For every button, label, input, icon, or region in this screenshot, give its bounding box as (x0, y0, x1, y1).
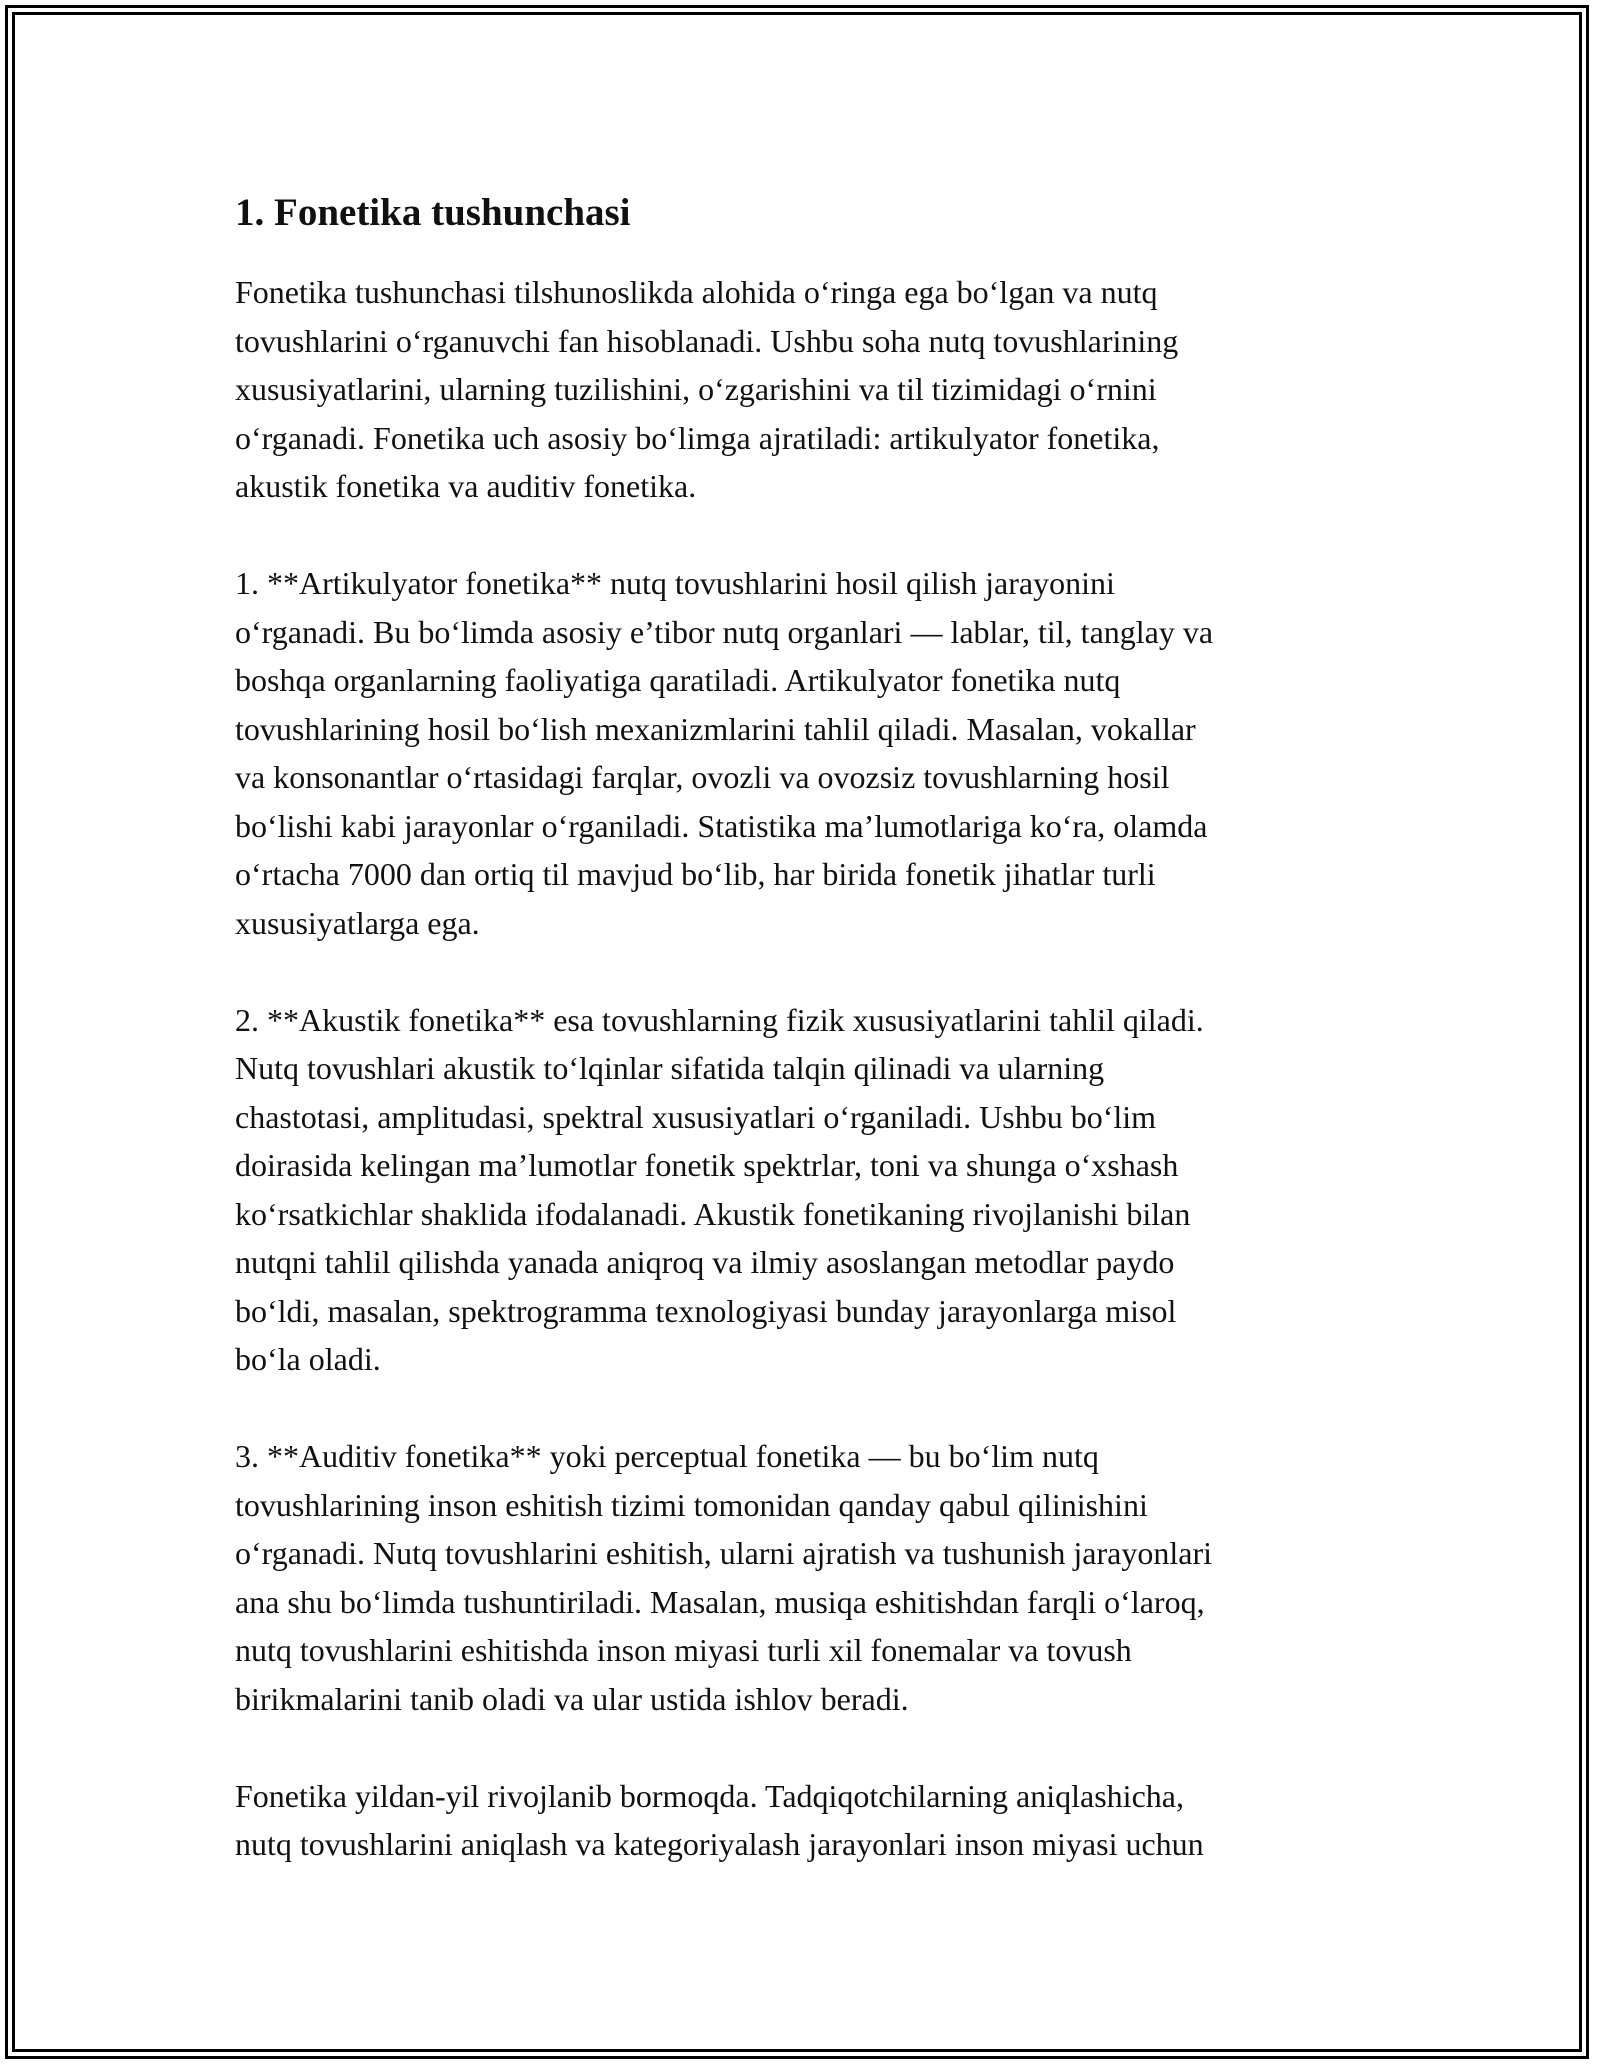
document-body (235, 188, 1365, 1869)
text-line: ko‘rsatkichlar shaklida ifodalanadi. Akustik fonetikaning rivojlanishi bilan (235, 1195, 1191, 1232)
paragraph-acoustic (235, 996, 1365, 1384)
text-line: chastotasi, amplitudasi, spektral xususiyatlari o‘rganiladi. Ushbu bo‘lim (235, 1098, 1157, 1135)
paragraph-articulatory (235, 559, 1365, 947)
text-line: o‘rtacha 7000 dan ortiq til mavjud bo‘lib, har birida fonetik jihatlar turli (235, 856, 1156, 892)
text-line: o‘rganadi. Fonetika uch asosiy bo‘limga ajratiladi: artikulyator fonetika, (235, 419, 1160, 456)
text-line: 1. **Artikulyator fonetika** nutq tovushlarini hosil qilish jarayonini (235, 565, 1115, 601)
text-line: akustik fonetika va auditiv fonetika. (235, 468, 697, 504)
text-line: birikmalarini tanib oladi va ular ustida ishlov beradi. (235, 1680, 909, 1717)
text-line: o‘rganadi. Bu bo‘limda asosiy e’tibor nutq organlari — lablar, til, tanglay va (235, 613, 1214, 650)
text-line: Fonetika yildan-yil rivojlanib bormoqda. Tadqiqotchilarning aniqlashicha, (235, 1777, 1184, 1814)
text-line: bo‘ldi, masalan, spektrogramma texnologiyasi bunday jarayonlarga misol (235, 1292, 1177, 1329)
paragraph-auditory (235, 1432, 1365, 1723)
text-line: xususiyatlarga ega. (235, 904, 480, 941)
text-line: boshqa organlarning faoliyatiga qaratiladi. Artikulyator fonetika nutq (235, 662, 1121, 698)
text-line: tovushlarini o‘rganuvchi fan hisoblanadi. Ushbu soha nutq tovushlarining (235, 322, 1179, 359)
text-line: ana shu bo‘limda tushuntiriladi. Masalan, musiqa eshitishdan farqli o‘laroq, (235, 1583, 1205, 1620)
text-line: xususiyatlarini, ularning tuzilishini, o‘zgarishini va til tizimidagi o‘rnini (235, 371, 1157, 407)
text-line: Fonetika tushunchasi tilshunoslikda alohida o‘ringa ega bo‘lgan va nutq (235, 274, 1158, 310)
text-line: nutq tovushlarini eshitishda inson miyasi turli xil fonemalar va tovush (235, 1632, 1132, 1668)
paragraph-closing (235, 1772, 1365, 1869)
text-line: tovushlarining hosil bo‘lish mexanizmlarini tahlil qiladi. Masalan, vokallar (235, 710, 1196, 747)
text-line: 2. **Akustik fonetika** esa tovushlarning fizik xususiyatlarini tahlil qiladi. (235, 1001, 1204, 1038)
text-line: nutq tovushlarini aniqlash va kategoriyalash jarayonlari inson miyasi uchun (235, 1826, 1204, 1862)
text-line: tovushlarining inson eshitish tizimi tomonidan qanday qabul qilinishini (235, 1486, 1148, 1523)
text-line: doirasida kelingan ma’lumotlar fonetik spektrlar, toni va shunga o‘xshash (235, 1147, 1179, 1183)
text-line: bo‘lishi kabi jarayonlar o‘rganiladi. Statistika ma’lumotlariga ko‘ra, olamda (235, 807, 1208, 844)
text-line: nutqni tahlil qilishda yanada aniqroq va ilmiy asoslangan metodlar paydo (235, 1244, 1175, 1280)
paragraph-intro (235, 268, 1365, 511)
text-line: bo‘la oladi. (235, 1341, 381, 1377)
text-line: 3. **Auditiv fonetika** yoki perceptual fonetika — bu bo‘lim nutq (235, 1438, 1099, 1474)
text-line: o‘rganadi. Nutq tovushlarini eshitish, ularni ajratish va tushunish jarayonlari (235, 1535, 1212, 1571)
section-heading: 1. Fonetika tushunchasi (235, 191, 631, 234)
text-line: va konsonantlar o‘rtasidagi farqlar, ovozli va ovozsiz tovushlarning hosil (235, 759, 1170, 795)
text-line: Nutq tovushlari akustik to‘lqinlar sifatida talqin qilinadi va ularning (235, 1050, 1105, 1086)
